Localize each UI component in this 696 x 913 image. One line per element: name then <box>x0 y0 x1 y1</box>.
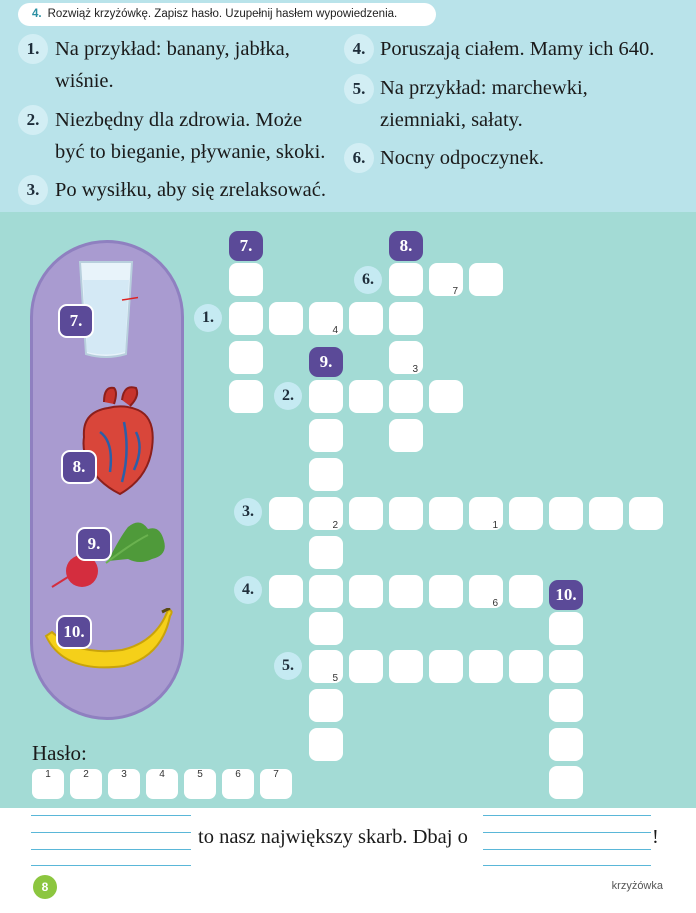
password-label: Hasło: <box>32 741 87 765</box>
crossword-cell[interactable] <box>389 419 423 452</box>
crossword-cell[interactable] <box>549 497 583 530</box>
password-cell[interactable] <box>108 769 140 799</box>
clue-number: 4. <box>344 34 374 64</box>
clue-text: wiśnie. <box>55 70 114 92</box>
clue-number: 3. <box>18 175 48 205</box>
sentence-end: ! <box>652 826 659 848</box>
crossword-cell[interactable] <box>349 497 383 530</box>
crossword-cell[interactable] <box>229 380 263 413</box>
crossword-cell[interactable] <box>469 575 503 608</box>
crossword-cell[interactable] <box>269 575 303 608</box>
answer-line <box>31 865 191 866</box>
down-label-7: 7. <box>229 231 263 261</box>
crossword-cell[interactable] <box>389 302 423 335</box>
crossword-cell[interactable] <box>389 497 423 530</box>
crossword-cell[interactable] <box>389 263 423 296</box>
cell-number: 4 <box>332 325 338 336</box>
crossword-cell[interactable] <box>309 419 343 452</box>
task-number: 4. <box>32 8 42 20</box>
crossword-cell[interactable] <box>309 650 343 683</box>
cell-number: 6 <box>235 769 241 780</box>
page-number: 8 <box>33 875 57 899</box>
crossword-cell[interactable] <box>349 380 383 413</box>
clue-number: 2. <box>18 105 48 135</box>
crossword-cell[interactable] <box>549 612 583 645</box>
crossword-cell[interactable] <box>429 575 463 608</box>
password-cell[interactable] <box>32 769 64 799</box>
section-label: krzyżówka <box>611 880 663 892</box>
crossword-cell[interactable] <box>229 302 263 335</box>
cell-number: 3 <box>121 769 127 780</box>
image-label-heart: 8. <box>61 450 97 484</box>
crossword-cell[interactable] <box>429 263 463 296</box>
password-cell[interactable] <box>222 769 254 799</box>
row-label-6: 6. <box>354 266 382 294</box>
password-cell[interactable] <box>70 769 102 799</box>
row-label-1: 1. <box>194 304 222 332</box>
answer-line <box>31 849 191 850</box>
crossword-cell[interactable] <box>309 728 343 761</box>
clue-text: Niezbędny dla zdrowia. Może <box>55 109 303 131</box>
password-cell[interactable] <box>184 769 216 799</box>
answer-line <box>483 815 651 816</box>
crossword-cell[interactable] <box>229 263 263 296</box>
crossword-cell[interactable] <box>509 575 543 608</box>
crossword-cell[interactable] <box>309 380 343 413</box>
cell-number: 2 <box>83 769 89 780</box>
row-label-4: 4. <box>234 576 262 604</box>
crossword-cell[interactable] <box>229 341 263 374</box>
password-cell[interactable] <box>260 769 292 799</box>
crossword-cell[interactable] <box>429 497 463 530</box>
crossword-cell[interactable] <box>309 497 343 530</box>
clue-text: Poruszają ciałem. Mamy ich 640. <box>380 38 655 60</box>
crossword-cell[interactable] <box>469 497 503 530</box>
crossword-cell[interactable] <box>389 650 423 683</box>
crossword-cell[interactable] <box>349 302 383 335</box>
clue-text: być to bieganie, pływanie, skoki. <box>55 141 326 163</box>
crossword-cell[interactable] <box>349 650 383 683</box>
row-label-5: 5. <box>274 652 302 680</box>
crossword-cell[interactable] <box>349 575 383 608</box>
image-label-banana: 10. <box>56 615 92 649</box>
password-cell[interactable] <box>146 769 178 799</box>
clue-number: 1. <box>18 34 48 64</box>
crossword-cell[interactable] <box>389 575 423 608</box>
down-label-9: 9. <box>309 347 343 377</box>
answer-line <box>31 815 191 816</box>
clue-number: 6. <box>344 143 374 173</box>
row-label-2: 2. <box>274 382 302 410</box>
crossword-cell[interactable] <box>389 341 423 374</box>
crossword-cell[interactable] <box>629 497 663 530</box>
cell-number: 7 <box>273 769 279 780</box>
cell-number: 4 <box>159 769 165 780</box>
cell-number: 1 <box>45 769 51 780</box>
down-label-10: 10. <box>549 580 583 610</box>
crossword-cell[interactable] <box>509 650 543 683</box>
task-text: Rozwiąż krzyżówkę. Zapisz hasło. Uzupełnij hasłem wypowiedzenia. <box>47 8 398 20</box>
sentence-text: to nasz największy skarb. Dbaj o <box>198 826 468 848</box>
clue-text: Po wysiłku, aby się zrelaksować. <box>55 179 326 201</box>
cell-number: 3 <box>412 364 418 375</box>
cell-number: 2 <box>332 520 338 531</box>
crossword-cell[interactable] <box>469 650 503 683</box>
answer-line[interactable] <box>31 832 191 833</box>
cell-number: 5 <box>332 673 338 684</box>
image-label-glass: 7. <box>58 304 94 338</box>
crossword-cell[interactable] <box>309 575 343 608</box>
crossword-cell[interactable] <box>309 458 343 491</box>
crossword-cell[interactable] <box>309 536 343 569</box>
clue-text: Na przykład: banany, jabłka, <box>55 38 290 60</box>
crossword-cell[interactable] <box>269 497 303 530</box>
crossword-cell[interactable] <box>389 380 423 413</box>
cell-number: 1 <box>492 520 498 531</box>
crossword-cell[interactable] <box>309 612 343 645</box>
crossword-cell[interactable] <box>429 380 463 413</box>
answer-line[interactable] <box>483 832 651 833</box>
crossword-cell[interactable] <box>549 728 583 761</box>
crossword-cell[interactable] <box>549 766 583 799</box>
cell-number: 5 <box>197 769 203 780</box>
down-label-8: 8. <box>389 231 423 261</box>
crossword-cell[interactable] <box>509 497 543 530</box>
crossword-cell[interactable] <box>309 689 343 722</box>
crossword-cell[interactable] <box>549 650 583 683</box>
crossword-cell[interactable] <box>549 689 583 722</box>
crossword-cell[interactable] <box>269 302 303 335</box>
answer-line <box>483 849 651 850</box>
row-label-3: 3. <box>234 498 262 526</box>
crossword-cell[interactable] <box>589 497 623 530</box>
crossword-cell[interactable] <box>469 263 503 296</box>
cell-number: 7 <box>452 286 458 297</box>
clue-number: 5. <box>344 74 374 104</box>
cell-number: 6 <box>492 598 498 609</box>
clue-text: Na przykład: marchewki, <box>380 77 588 99</box>
clue-text: ziemniaki, sałaty. <box>380 109 523 131</box>
clue-text: Nocny odpoczynek. <box>380 147 544 169</box>
crossword-cell[interactable] <box>429 650 463 683</box>
answer-line <box>483 865 651 866</box>
task-instruction <box>18 3 436 26</box>
image-label-radish: 9. <box>76 527 112 561</box>
crossword-cell[interactable] <box>309 302 343 335</box>
